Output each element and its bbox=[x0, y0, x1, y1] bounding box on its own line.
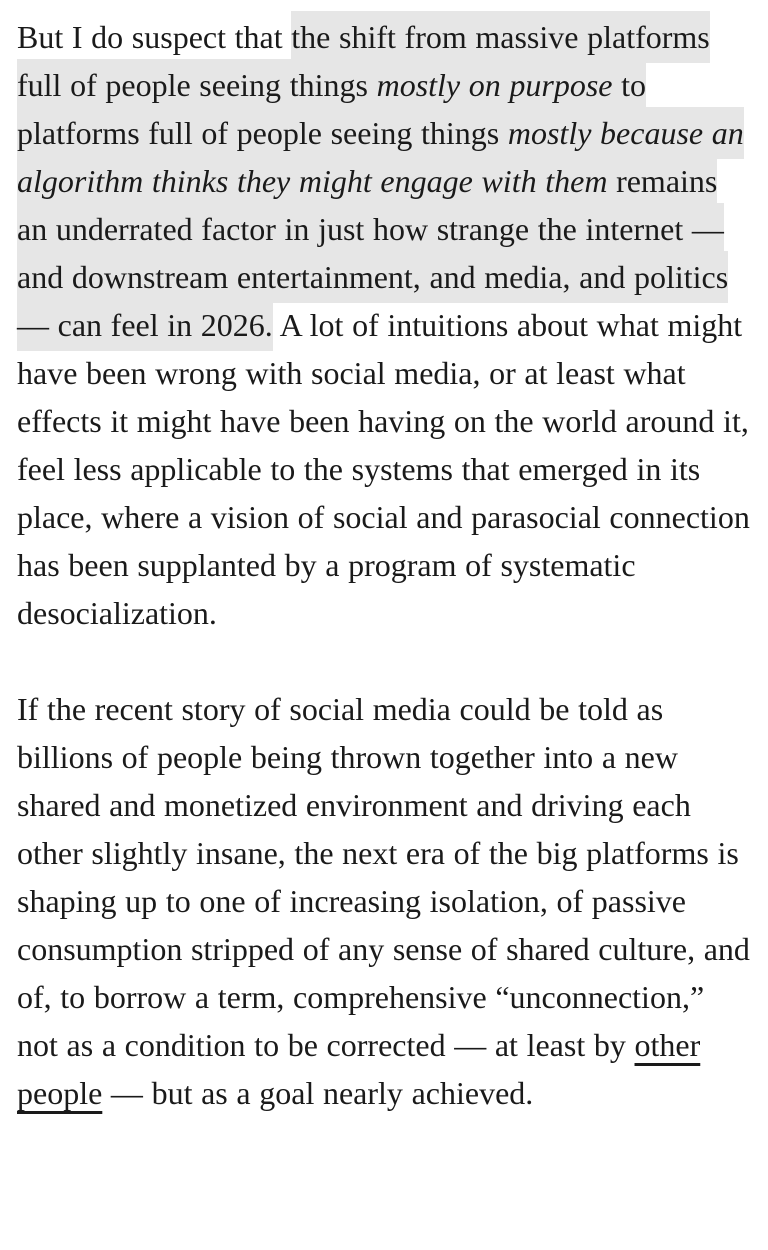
text-link[interactable]: people bbox=[17, 1075, 103, 1111]
highlighted-italic-text: mostly because an algorithm thinks they might engage with them bbox=[17, 107, 744, 207]
highlighted-text: the shift from massive platforms full of people seeing things bbox=[17, 11, 710, 111]
highlighted-text: to platforms full of people seeing things bbox=[17, 59, 646, 159]
highlighted-italic-text: mostly on purpose bbox=[377, 59, 613, 111]
body-text: — but as a goal nearly achieved. bbox=[102, 1075, 534, 1111]
paragraph bbox=[17, 685, 751, 1117]
paragraph bbox=[17, 13, 751, 637]
body-text: If the recent story of social media could be told as billions of people being thrown together into a new shared and monetized environment and driving each other slightly insane, the next era of the big platforms is shaping up to one of increasing isolation, of passive consumption stripped of any sense of shared culture, and of, to borrow a term, comprehensive “unconnection,” not as a condition to be corrected — at least by bbox=[17, 691, 750, 1063]
highlighted-text: remains an underrated factor in just how strange the internet — and downstream entertainment, and media, and politics — can feel in 2026. bbox=[17, 155, 728, 351]
body-text: But I do suspect that bbox=[17, 19, 292, 55]
text-link[interactable]: other bbox=[634, 1027, 701, 1063]
body-text: A lot of intuitions about what might have been wrong with social media, or at least what effects it might have been having on the world around it, feel less applicable to the systems that emerged in its place, where a vision of social and parasocial connection has been supplanted by a program of systematic desocialization. bbox=[17, 307, 750, 631]
